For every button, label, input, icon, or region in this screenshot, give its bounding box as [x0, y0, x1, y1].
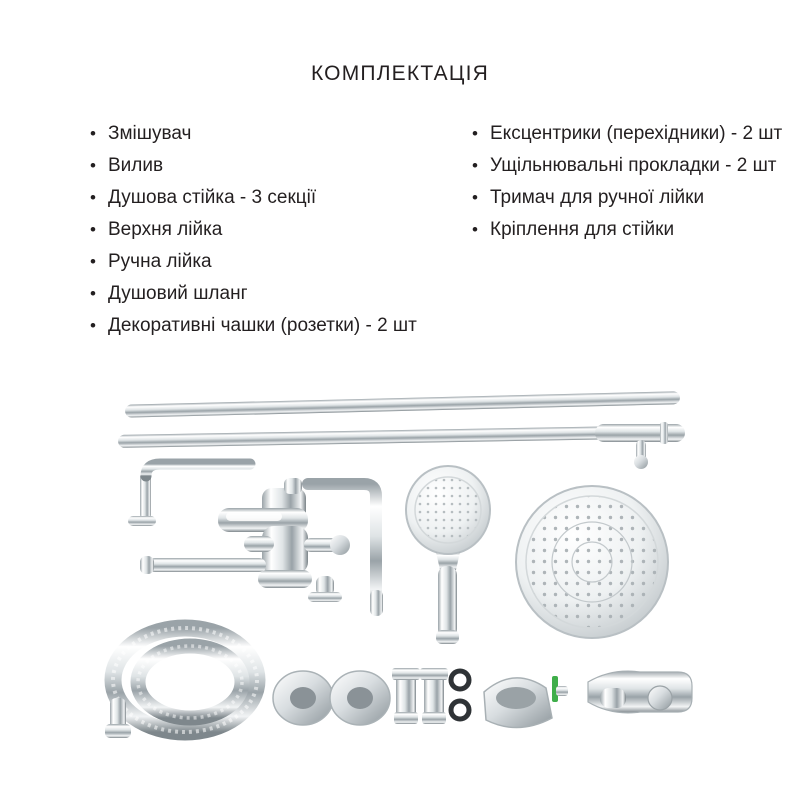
list-item: • Верхня лійка: [88, 214, 418, 246]
components-list-left: [88, 118, 418, 342]
list-item: • Ручна лійка: [88, 246, 418, 278]
overhead-shower-head: [516, 486, 668, 638]
wall-bracket: [484, 676, 568, 728]
decorative-cup-right: [330, 671, 390, 725]
list-item: • Душовий шланг: [88, 278, 418, 310]
list-item: • Змішувач: [88, 118, 418, 150]
hand-shower-holder: [588, 671, 692, 713]
page-title: КОМПЛЕКТАЦІЯ: [310, 62, 489, 85]
list-item: • Ексцентрики (перехідники) - 2 шт: [470, 118, 800, 150]
shower-hose: [105, 628, 257, 738]
list-item: • Вилив: [88, 150, 418, 182]
list-item: • Кріплення для стійки: [470, 214, 800, 246]
product-illustration: [0, 380, 800, 780]
eccentric-left: [392, 668, 420, 724]
shower-rail-top: [125, 391, 680, 418]
list-item: • Душова стійка - 3 секції: [88, 182, 418, 214]
components-column-right: [470, 118, 800, 342]
list-item: • Ущільнювальні прокладки - 2 шт: [470, 150, 800, 182]
components-columns: [88, 118, 800, 342]
list-item: • Декоративні чашки (розетки) - 2 шт: [88, 310, 418, 342]
components-column-left: [88, 118, 418, 342]
eccentric-right: [420, 668, 448, 724]
components-list-right: [470, 118, 800, 246]
list-item: • Тримач для ручної лійки: [470, 182, 800, 214]
product-illustration-svg: [0, 380, 800, 780]
decorative-cup-left: [273, 671, 333, 725]
gasket-ring-bottom: [451, 701, 469, 719]
hand-shower-head: [406, 466, 490, 644]
gasket-ring-top: [451, 671, 469, 689]
mixer-faucet: [140, 478, 350, 602]
